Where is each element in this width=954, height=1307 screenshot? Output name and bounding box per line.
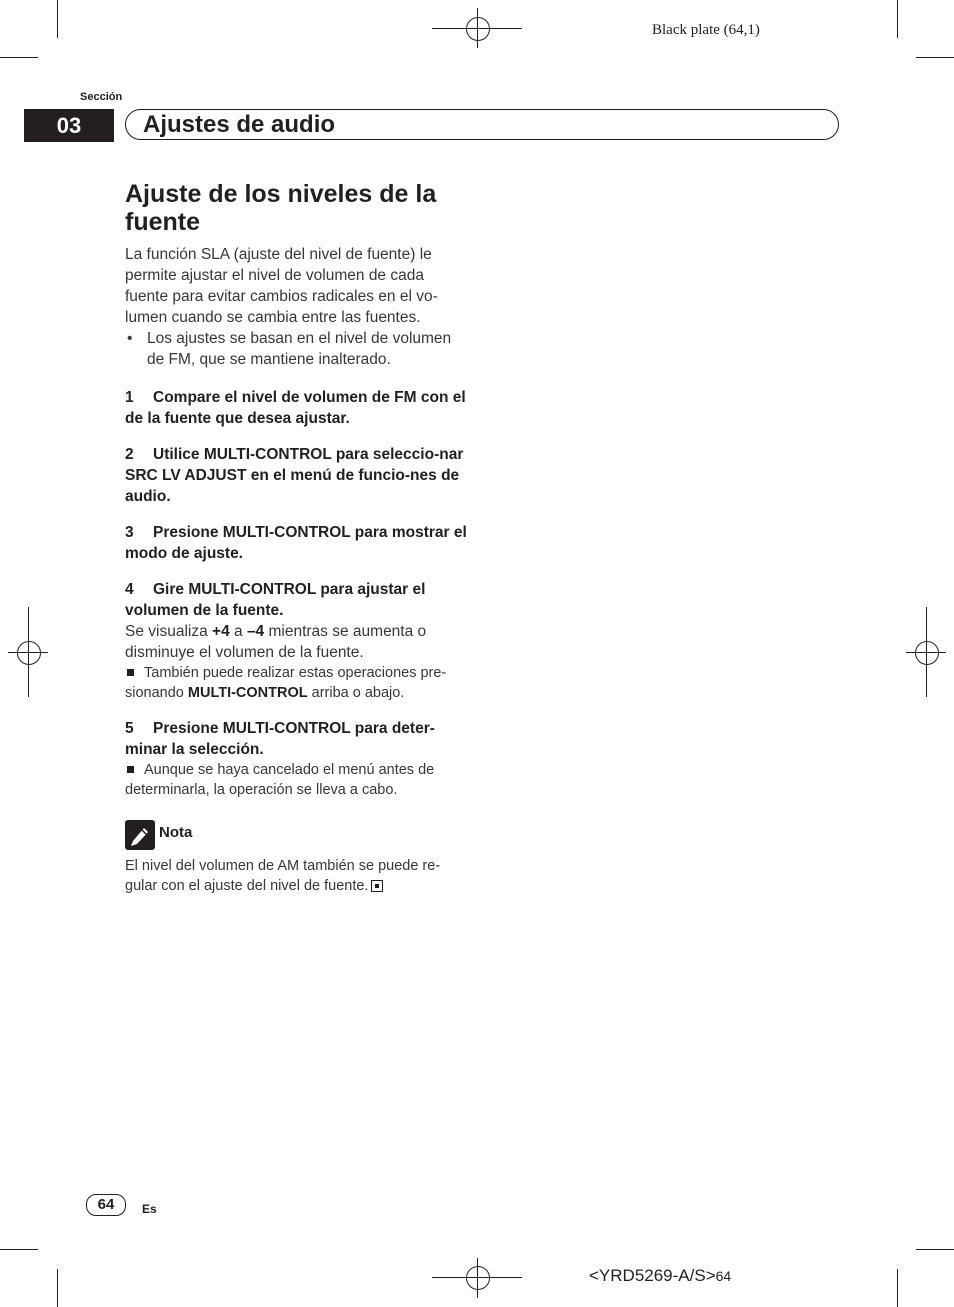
intro-bullet-text: Los ajustes se basan en el nivel de volumen de FM, que se mantiene inalterado. <box>147 330 452 368</box>
note-text: El nivel del volumen de AM también se puede re-gular con el ajuste del nivel de fuente. <box>125 858 441 894</box>
bullet-icon: • <box>127 330 133 347</box>
crop-mark <box>0 57 38 58</box>
step-number: 5 <box>125 720 134 737</box>
registration-circle <box>466 17 490 41</box>
step-number: 1 <box>125 389 134 406</box>
intro-paragraph: La función SLA (ajuste del nivel de fuente) le permite ajustar el nivel de volumen de cada fuente para evitar cambios radicales en el vo-lumen cuando se cambia entre las fuentes. <box>125 246 438 326</box>
note-label: Nota <box>159 824 193 841</box>
step-3 <box>125 522 470 564</box>
language-code: Es <box>142 1202 157 1216</box>
step-text: Gire MULTI-CONTROL para ajustar el volumen de la fuente. <box>125 581 426 619</box>
registration-circle <box>915 641 939 665</box>
crop-mark <box>897 0 898 38</box>
crop-mark <box>57 0 58 38</box>
step-1 <box>125 387 470 429</box>
step-4-detail: Se visualiza +4 a –4 mientras se aumenta o disminuye el volumen de la fuente. <box>125 623 427 661</box>
section-title: Ajustes de audio <box>143 111 336 138</box>
level-min: –4 <box>246 623 265 640</box>
square-bullet-icon <box>127 669 134 676</box>
crop-mark <box>916 57 954 58</box>
note-header <box>125 820 470 850</box>
registration-circle <box>17 641 41 665</box>
crop-mark <box>916 1249 954 1250</box>
step-text: Compare el nivel de volumen de FM con el de la fuente que desea ajustar. <box>125 389 466 427</box>
step-4 <box>125 579 470 621</box>
page-title: Ajuste de los niveles de la fuente <box>125 180 437 236</box>
step-text: Utilice MULTI-CONTROL para seleccio-nar SRC LV ADJUST en el menú de funcio-nes de audio. <box>125 446 464 505</box>
step-number: 2 <box>125 446 134 463</box>
step-number: 3 <box>125 524 134 541</box>
pencil-icon <box>125 820 155 850</box>
content-column <box>125 180 470 896</box>
step-text: Presione MULTI-CONTROL para mostrar el modo de ajuste. <box>125 524 467 562</box>
crop-mark <box>0 1249 38 1250</box>
registration-circle <box>466 1266 490 1290</box>
document-code: <YRD5269-A/S>64 <box>589 1266 732 1285</box>
section-number: 03 <box>24 109 114 142</box>
step-5 <box>125 718 470 760</box>
plate-label: Black plate (64,1) <box>652 22 760 38</box>
step-2 <box>125 444 470 507</box>
square-bullet-icon <box>127 766 134 773</box>
step-number: 4 <box>125 581 134 598</box>
section-label: Sección <box>80 91 123 103</box>
step-text: Presione MULTI-CONTROL para deter-minar la selección. <box>125 720 435 758</box>
crop-mark <box>57 1269 58 1307</box>
crop-mark <box>897 1269 898 1307</box>
step-5-note: Aunque se haya cancelado el menú antes de determinarla, la operación se lleva a cabo. <box>125 762 435 798</box>
step-4-note: También puede realizar estas operaciones pre-sionando MULTI-CONTROL arriba o abajo. <box>125 665 447 701</box>
page-number: 64 <box>86 1194 126 1216</box>
intro-bullet <box>125 328 470 370</box>
end-mark-icon <box>371 880 383 892</box>
level-max: +4 <box>212 623 230 640</box>
